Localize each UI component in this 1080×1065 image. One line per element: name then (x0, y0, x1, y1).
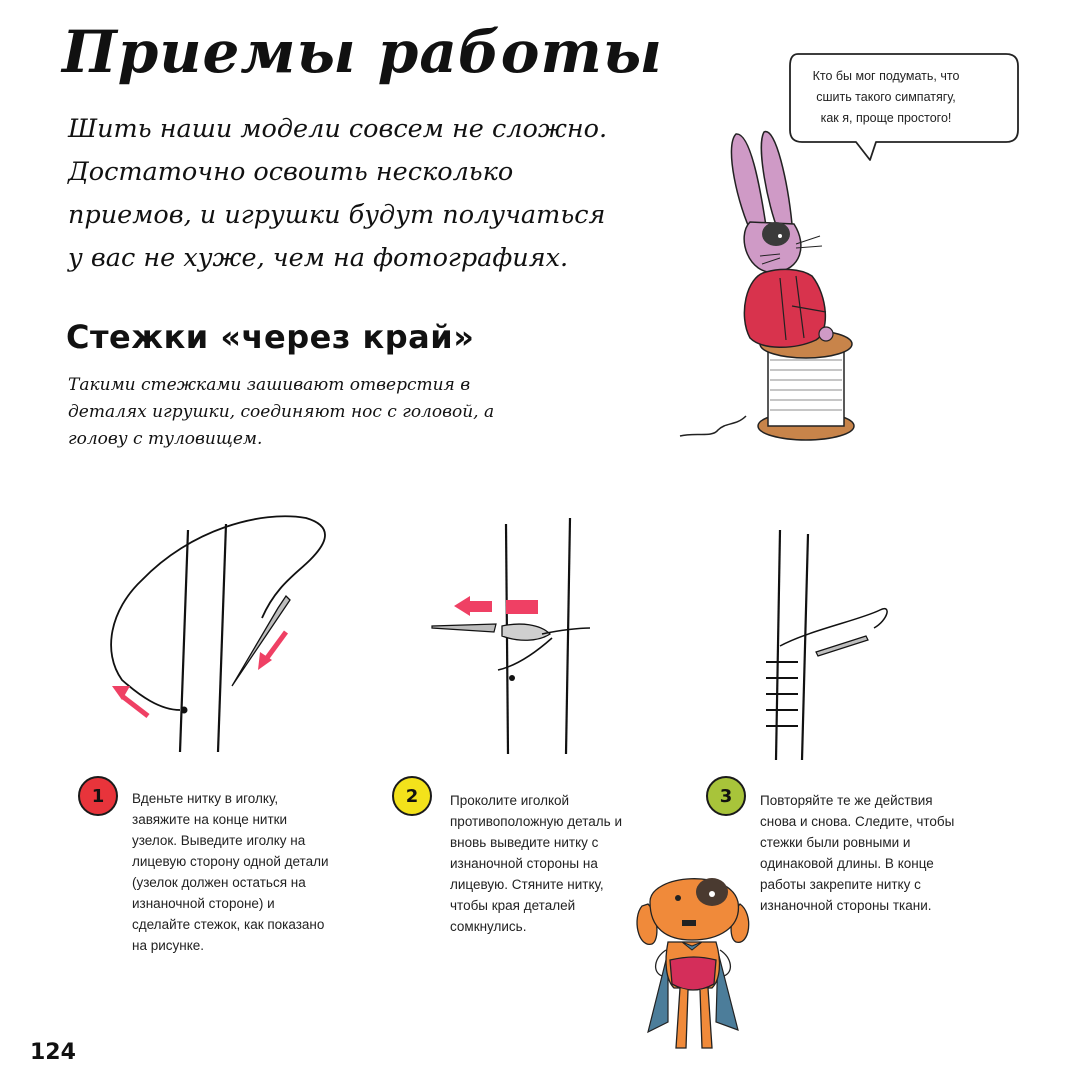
dog-illustration (628, 862, 758, 1052)
step-1-number-badge: 1 (78, 776, 118, 816)
page-number: 124 (30, 1040, 76, 1065)
speech-bubble-text: Кто бы мог подумать, что сшить такого симпатягу, как я, проще простого! (812, 69, 960, 125)
needle-icon (432, 624, 496, 632)
step-3-text: Повторяйте те же действия снова и снова. Следите, чтобы стежки были ровными и одинаковой длины. В конце работы закрепите нитку с изнаночной стороны ткани. (760, 793, 955, 913)
step-2-text: Проколите иголкой противоположную деталь и вновь выведите нитку с изнаночной стороны на лицевую. Стяните нитку, чтобы края деталей сомкнулись. (450, 793, 622, 934)
diagram-step-1 (100, 500, 360, 760)
section-text: Такими стежками зашивают отверстия в деталях игрушки, соединяют нос с головой, а голову с туловищем. (68, 375, 495, 449)
step-2-number-badge: 2 (392, 776, 432, 816)
needle-icon (816, 636, 868, 656)
diagram-step-3 (750, 520, 910, 770)
arrow-icon (506, 600, 538, 614)
intro-text: Шить наши модели совсем не сложно. Достаточно освоить несколько приемов, и игрушки будут получаться у вас не хуже, чем на фотографиях. (68, 114, 608, 273)
section-title: Стежки «через край» (66, 318, 475, 356)
arrow-icon (122, 696, 148, 716)
page-title: Приемы работы (62, 18, 663, 86)
step-1-text: Вденьте нитку в иголку, завяжите на конце нитки узелок. Выведите иголку на лицевую сторону одной детали (узелок должен остаться на изнаночной стороне) и сделайте стежок, как показано на рисунке. (132, 791, 329, 953)
rabbit-illustration (676, 126, 876, 456)
step-3-number-badge: 3 (706, 776, 746, 816)
diagram-step-2 (430, 510, 630, 760)
